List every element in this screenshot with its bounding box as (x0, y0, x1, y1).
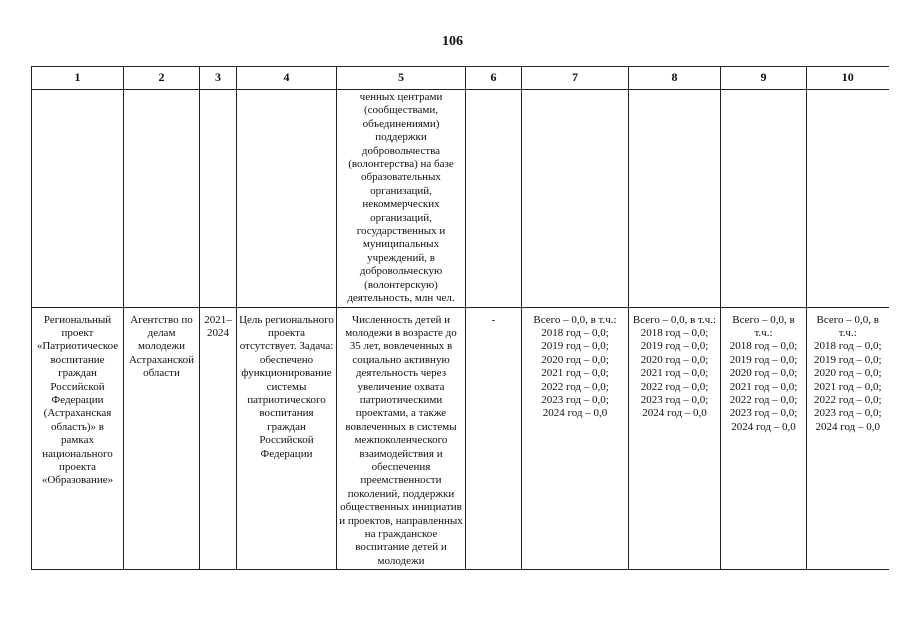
funding-year: 2018 год – 0,0; (813, 340, 882, 353)
funding-year: 2020 год – 0,0; (729, 367, 798, 380)
cell-responsible-agency: Агентство по делам молодежи Астраханской области (124, 307, 200, 570)
table-row-continuation (32, 90, 889, 308)
header-cell-9: 9 (721, 67, 807, 90)
funding-year: 2024 год – 0,0 (731, 420, 796, 433)
funding-total: Всего – 0,0, в т.ч.: (632, 313, 717, 326)
funding-year: 2021 год – 0,0; (813, 380, 882, 393)
cell-goal: Цель регионального проекта отсутствует. Задача: обеспечено функционирование системы патриотического воспитания граждан Российской Федерации (237, 307, 337, 570)
funding-year: 2024 год – 0,0 (642, 407, 707, 420)
funding-year: 2021 год – 0,0; (729, 380, 798, 393)
funding-year: 2019 год – 0,0; (640, 340, 709, 353)
funding-year: 2021 год – 0,0; (640, 367, 709, 380)
funding-year: 2021 год – 0,0; (541, 367, 609, 380)
cell-empty (721, 90, 807, 308)
page-number: 106 (442, 34, 463, 49)
cell-indicator: Численность детей и молодежи в возрасте до 35 лет, вовлеченных в социально активную деятельность через увеличение охвата патриотическими проектами, а также вовлеченных в системы межпоколенческого взаимодействия и обеспечения преемственности поколений, поддержки общественных инициатив и проектов, направленных на гражданское воспитание детей и молодежи (337, 307, 466, 570)
header-cell-4: 4 (237, 67, 337, 90)
header-cell-8: 8 (629, 67, 721, 90)
header-cell-2: 2 (124, 67, 200, 90)
funding-year: 2022 год – 0,0; (541, 380, 609, 393)
funding-total: Всего – 0,0, в т.ч.: (732, 313, 795, 339)
funding-year: 2024 год – 0,0 (542, 407, 608, 420)
cell-funding-col10 (807, 307, 889, 570)
header-cell-6: 6 (466, 67, 522, 90)
header-cell-7: 7 (522, 67, 629, 90)
cell-funding-col7 (522, 307, 629, 570)
cell-period: 2021–2024 (200, 307, 237, 570)
cell-indicator-continuation: ченных центрами (сообществами, объединениями) поддержки добровольчества (волонтерства) на базе образовательных организаций, некоммерческих организаций, государственных и муниципальных учреждений, в добровольческую (волонтерскую) деятельность, млн чел. (337, 90, 466, 308)
cell-project-name: Региональный проект «Патриотическое воспитание граждан Российской Федерации (Астраханская область)» в рамках национального проекта «Образование» (32, 307, 124, 570)
funding-total: Всего – 0,0, в т.ч.: (816, 313, 879, 339)
cell-empty (629, 90, 721, 308)
funding-year: 2020 год – 0,0; (541, 353, 609, 366)
cell-empty (522, 90, 629, 308)
funding-year: 2019 год – 0,0; (813, 353, 882, 366)
funding-year: 2018 год – 0,0; (729, 340, 798, 353)
table-header-row (32, 67, 889, 90)
header-cell-10: 10 (807, 67, 889, 90)
funding-year: 2022 год – 0,0; (640, 380, 709, 393)
cell-empty (466, 90, 522, 308)
cell-funding-col9 (721, 307, 807, 570)
funding-year: 2023 год – 0,0; (640, 393, 709, 406)
cell-empty (124, 90, 200, 308)
funding-total: Всего – 0,0, в т.ч.: (533, 313, 617, 326)
funding-year: 2020 год – 0,0; (640, 353, 709, 366)
cell-empty (237, 90, 337, 308)
funding-year: 2023 год – 0,0; (813, 407, 882, 420)
cell-empty (807, 90, 889, 308)
funding-year: 2019 год – 0,0; (541, 340, 609, 353)
funding-year: 2020 год – 0,0; (813, 367, 882, 380)
funding-year: 2019 год – 0,0; (729, 353, 798, 366)
cell-empty (200, 90, 237, 308)
header-cell-1: 1 (32, 67, 124, 90)
funding-year: 2022 год – 0,0; (729, 393, 798, 406)
header-cell-5: 5 (337, 67, 466, 90)
funding-year: 2022 год – 0,0; (813, 393, 882, 406)
funding-year: 2024 год – 0,0 (815, 420, 881, 433)
funding-year: 2018 год – 0,0; (640, 326, 709, 339)
funding-year: 2023 год – 0,0; (729, 407, 798, 420)
funding-year: 2023 год – 0,0; (541, 393, 609, 406)
report-table (31, 66, 889, 570)
cell-funding-col8 (629, 307, 721, 570)
funding-year: 2018 год – 0,0; (541, 326, 609, 339)
header-cell-3: 3 (200, 67, 237, 90)
cell-col6-value: - (466, 307, 522, 570)
cell-empty (32, 90, 124, 308)
table-row-project (32, 307, 889, 570)
